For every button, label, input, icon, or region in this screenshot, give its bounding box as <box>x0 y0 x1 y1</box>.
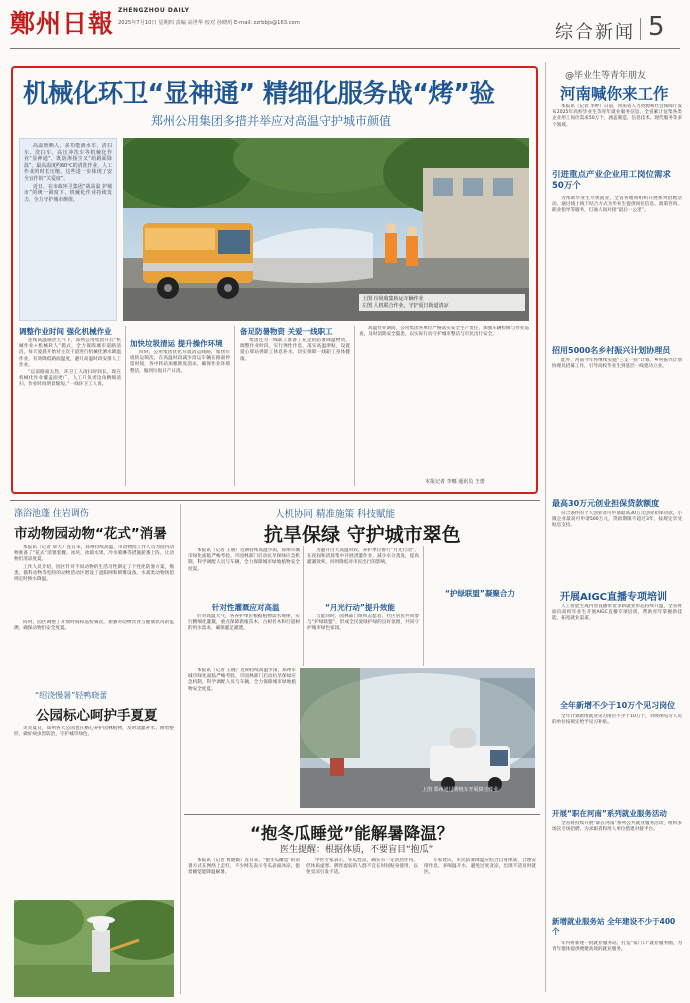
right-body-paragraph: 人工智能生成内容直播带货等新就业形态持续升温，全省将面向高校毕业生开展AIGC直播专项培训，帮助青年掌握新技能、拓宽就业渠道。 <box>552 604 682 622</box>
right-body-paragraph: 为帮助毕业生尽快就业，全省各地将组织开展系列招聘活动，通过线上线下结合方式为毕业生提供岗位信息、政策咨询、职业指导等服务，打通人岗对接“最后一公里”。 <box>552 196 682 214</box>
column-divider <box>423 546 424 666</box>
right-mid-title: 最高30万元创业担保贷款额度 <box>552 499 660 508</box>
center-body-paragraph: 本报讯（记者 王晓）近期持续高温少雨，郑州市城市绿化面临严峻考验。市园林部门启动抗旱保绿应急机制，科学调配人员与车辆，全力保障城市绿地植物安全度夏。 <box>188 548 300 572</box>
newspaper-logo: 鄭州日報 <box>10 9 115 38</box>
section-divider <box>640 18 641 40</box>
lead-section-head-1: 调整作业时间 强化机械作业 <box>19 327 112 336</box>
lead-photo-caption <box>359 294 525 311</box>
right-bot-sub-3: 新增就业服务站 全年建设不少于400个 <box>552 917 676 936</box>
right-top-title: 河南喊你来工作 <box>560 85 669 103</box>
section-name: 综合新闻 <box>555 22 635 43</box>
center-head-2: “月光行动”提升效能 <box>325 603 395 612</box>
right-body-paragraph: 此外，河南今年将继续实施“三支一扶”计划、乡村振兴计划协理员招募工作，引导高校毕业生到基层一线建功立业。 <box>552 358 682 370</box>
column-divider <box>180 504 181 994</box>
right-body-paragraph: 全年计划新增就业见习岗位不少于10万个，对吸纳见习人员的单位按规定给予见习补贴。 <box>552 714 682 726</box>
left-body-paragraph: 炎炎夏日，郑州各大公园也在精心养护园林植物，及时浇灌补水、修剪整形，做好病虫害防治，守护城市绿色。 <box>14 726 174 738</box>
right-bot-sub-1: 全年新增不少于10万个见习岗位 <box>560 701 676 710</box>
lead-body-paragraph: 连续高温晴热天气下，郑州公用集团开启“机械作业+机械转人”模式，全力保障城市道路清洁。每天凌晨开始对主次干道进行机械化洒水降温作业，有效降低路面温度，避开高温时段安排人工作业。 <box>19 338 121 368</box>
left-band: 涤浴池蓬 住岩调伤 <box>14 509 89 519</box>
left-photo-gardener <box>14 900 174 997</box>
column-divider <box>303 546 304 666</box>
center-title: 抗旱保绿 守护城市翠色 <box>264 524 461 546</box>
masthead-info: 2025年7月10日 星期四 责编 高世华 校对 孙晓玥 E-mail: zzrbbjs@163.com <box>118 20 300 26</box>
left-body-paragraph: 工作人员介绍，园区针对不同动物的生活习性制定了个性化防暑方案，熊类、猫科动物等怕热的动物活动区增设了遮阳网和喷雾设备，水禽类动物场馆则定时换水降温。 <box>14 564 174 583</box>
left-body-paragraph: 同时，园区调整了开放时间和巡检频次，加强对动物饮食与健康状况的监测，确保动物们安全度夏。 <box>14 620 174 632</box>
masthead <box>0 0 690 58</box>
bottom-story-rule <box>184 814 540 815</box>
left-title: 市动物园动物“花式”消暑 <box>14 526 167 542</box>
lead-body-paragraph: 高温作业期间，公用集团各单位严格落实安全生产责任，加强车辆检修与作业巡查，及时消除安全隐患，以实际行动守护城市整洁与市民出行安全。 <box>359 326 529 338</box>
column-divider <box>234 326 235 486</box>
page-number: 5 <box>648 12 665 42</box>
left-body-paragraph: 本报讯（记者 覃天）连日来，郑州持续高温，市动物园工作人员为园内动物准备了“花式”消暑套餐。冰块、冰镇水果、冷水喷淋等措施轮番上阵，让动物们清凉度夏。 <box>14 545 174 563</box>
lead-story-box <box>11 66 538 494</box>
center-body-paragraph: 针对高温天气，各养护单位根据植物需水规律，实行精细化灌溉，重点保障新植苗木、古树名木和行道树的用水需求，确保灌足灌透。 <box>188 614 300 632</box>
column-divider <box>354 326 355 486</box>
left-title-2: 公园标心呵护手夏夏 <box>36 708 158 724</box>
center-body-paragraph: 本报讯（记者 王晓）近期持续高温少雨，郑州市城市绿化面临严峻考验。市园林部门启动抗旱保绿应急机制，科学调配人员与车辆，全力保障城市绿地植物安全度夏。 <box>188 668 296 692</box>
lead-section-head-2: 加快垃圾清运 提升操作环境 <box>130 339 223 348</box>
left-sub-head: “绍浇慢暑”轻鸭晓蕾 <box>35 691 108 700</box>
lead-body-paragraph: 集团还为一线职工准备了充足的防暑降温物资，调整作业时段，实行弹性作息，落实高温津贴，设置爱心驿站供职工休息补水，切实保障一线职工身体健康。 <box>240 338 350 362</box>
lead-section-head-3: 备足防暑物资 关爱一线职工 <box>240 327 333 336</box>
bottom-story-subtitle: 医生提醒：根据体质，不要盲目“抱瓜” <box>280 845 434 855</box>
right-top-kicker: @毕业生等青年朋友 <box>565 71 647 81</box>
masthead-rule <box>10 48 680 49</box>
right-body-paragraph: 本报讯（记者 李婷）日前，河南省人力资源和社会保障厅发布2025年高校毕业生等青年就业服务信息，全省累计征集各类企业用工岗位需求50万个，涵盖制造、信息技术、现代服务等多个领域。 <box>552 104 682 128</box>
lower-section-rule <box>10 500 540 501</box>
lead-body-paragraph: 同时，公用集团优化垃圾清运线路，加快垃圾转运频次，在高温时段减少清运车辆在路面停留时间，各中转站加强除臭消杀，确保作业环境整洁，做到垃圾日产日清。 <box>130 350 230 374</box>
lead-intro-paragraph: 高温既晒人，多功能洒水车、清扫车、洗扫车、高压冲洗车等机械化作业“显神通”，既防渗扬尘又“给路面降温”。最高温度约60℃的清洗作业、人工作业的时长压缩，这些进一步体现了安全宜作的“关爱度”。 <box>24 143 112 182</box>
lead-byline: 本报记者 李娜 通讯员 王蕾 <box>425 479 485 485</box>
center-head-3: “护绿联盟”凝聚合力 <box>445 589 515 598</box>
center-photo-fog-truck <box>300 668 535 808</box>
center-head-1: 针对性灌溉应对高温 <box>212 603 280 612</box>
center-body-paragraph: 为避开白天高温时段，养护单位推行“月光行动”，在夜间和清晨集中开展浇灌作业，减少水分蒸发，提高灌溉效率，同时降低对市民出行的影响。 <box>307 548 419 566</box>
lead-intro-paragraph: 近日，在市政环卫集团“战高温 护城市”的统一调度下，机械化作业持续发力，全力守护城市颜值。 <box>24 183 112 203</box>
right-column-divider <box>545 62 546 992</box>
lead-subtitle: 郑州公用集团多措并举应对高温守护城市颜值 <box>151 114 392 128</box>
right-bot-title: 开展AIGC直播专项培训 <box>560 592 668 603</box>
lead-intro-box <box>19 138 117 321</box>
center-photo-caption: 上图 郑州通过雾炮车开展降尘作业 <box>422 787 499 793</box>
right-mid-body: 符合条件的个人创业者可申请最高30万元创业担保贷款，小微企业最高可申请500万元，贷款期限不超过3年，按规定享受贴息支持。 <box>552 511 682 529</box>
center-kicker: 人机协同 精准施策 科技赋能 <box>275 509 396 520</box>
column-divider <box>125 326 126 486</box>
bottom-story-paragraph: 中医专家表示，冬瓜性凉，确实有一定清热作用，但体质虚寒、脾胃虚弱的人群不宜长时间贴身使用，以免受凉引发不适。 <box>306 858 418 876</box>
right-sub-head-1: 引进重点产业企业用工岗位需求50万个 <box>552 170 672 191</box>
right-bot-sub-2: 开展“职在河南”系列就业服务活动 <box>552 809 667 818</box>
right-body-paragraph: 全省将持续开展“职在河南”系列公共就业服务活动，组织多场次专场招聘，为求职者和用人单位搭建对接平台。 <box>552 821 682 833</box>
lead-photo-sweeper-truck <box>123 138 529 321</box>
bottom-story-title: “抱冬瓜睡觉”能解暑降温？ <box>250 824 454 843</box>
photo-caption-2: 左图 人机联合作业，守护夏日街道清凉 <box>362 302 449 309</box>
photo-caption-1: 上图 垃圾收集转运车辆作业 <box>362 296 424 302</box>
lead-body-paragraph: “以前路面太热，环卫工人清扫时间长。现在机械化作业覆盖面更广，人工只负责边角精细清扫，作业时间明显缩短。”一线环卫工人说。 <box>19 370 121 388</box>
right-body-paragraph: 年内将新建一批就业服务站，打造“家门口”就业服务圈，为青年群体提供便捷高效的就业服务。 <box>552 941 682 953</box>
bottom-story-paragraph: 本报讯（记者 黄晓薇）连日来，“抱冬瓜睡觉”的消暑方式在网络上走红，不少网友表示冬瓜表面冰凉，抱着睡觉能降温解暑。 <box>188 858 300 876</box>
newspaper-logo-en: ZHENGZHOU DAILY <box>118 7 190 14</box>
bottom-story-paragraph: 专家建议，市民防暑降温应结合自身体质，合理安排作息，多喝温开水，避免过度贪凉，出现不适及时就医。 <box>424 858 536 876</box>
center-body-paragraph: 与此同时，园林部门组织志愿者、社区居民共同参与“护绿联盟”，形成全民爱绿护绿的良好氛围，共同守护城市绿色家园。 <box>307 614 419 632</box>
right-sub-head-2: 招用5000名乡村振兴计划协理员 <box>552 346 671 355</box>
lead-title: 机械化环卫“显神通” 精细化服务战“烤”验 <box>23 79 495 109</box>
